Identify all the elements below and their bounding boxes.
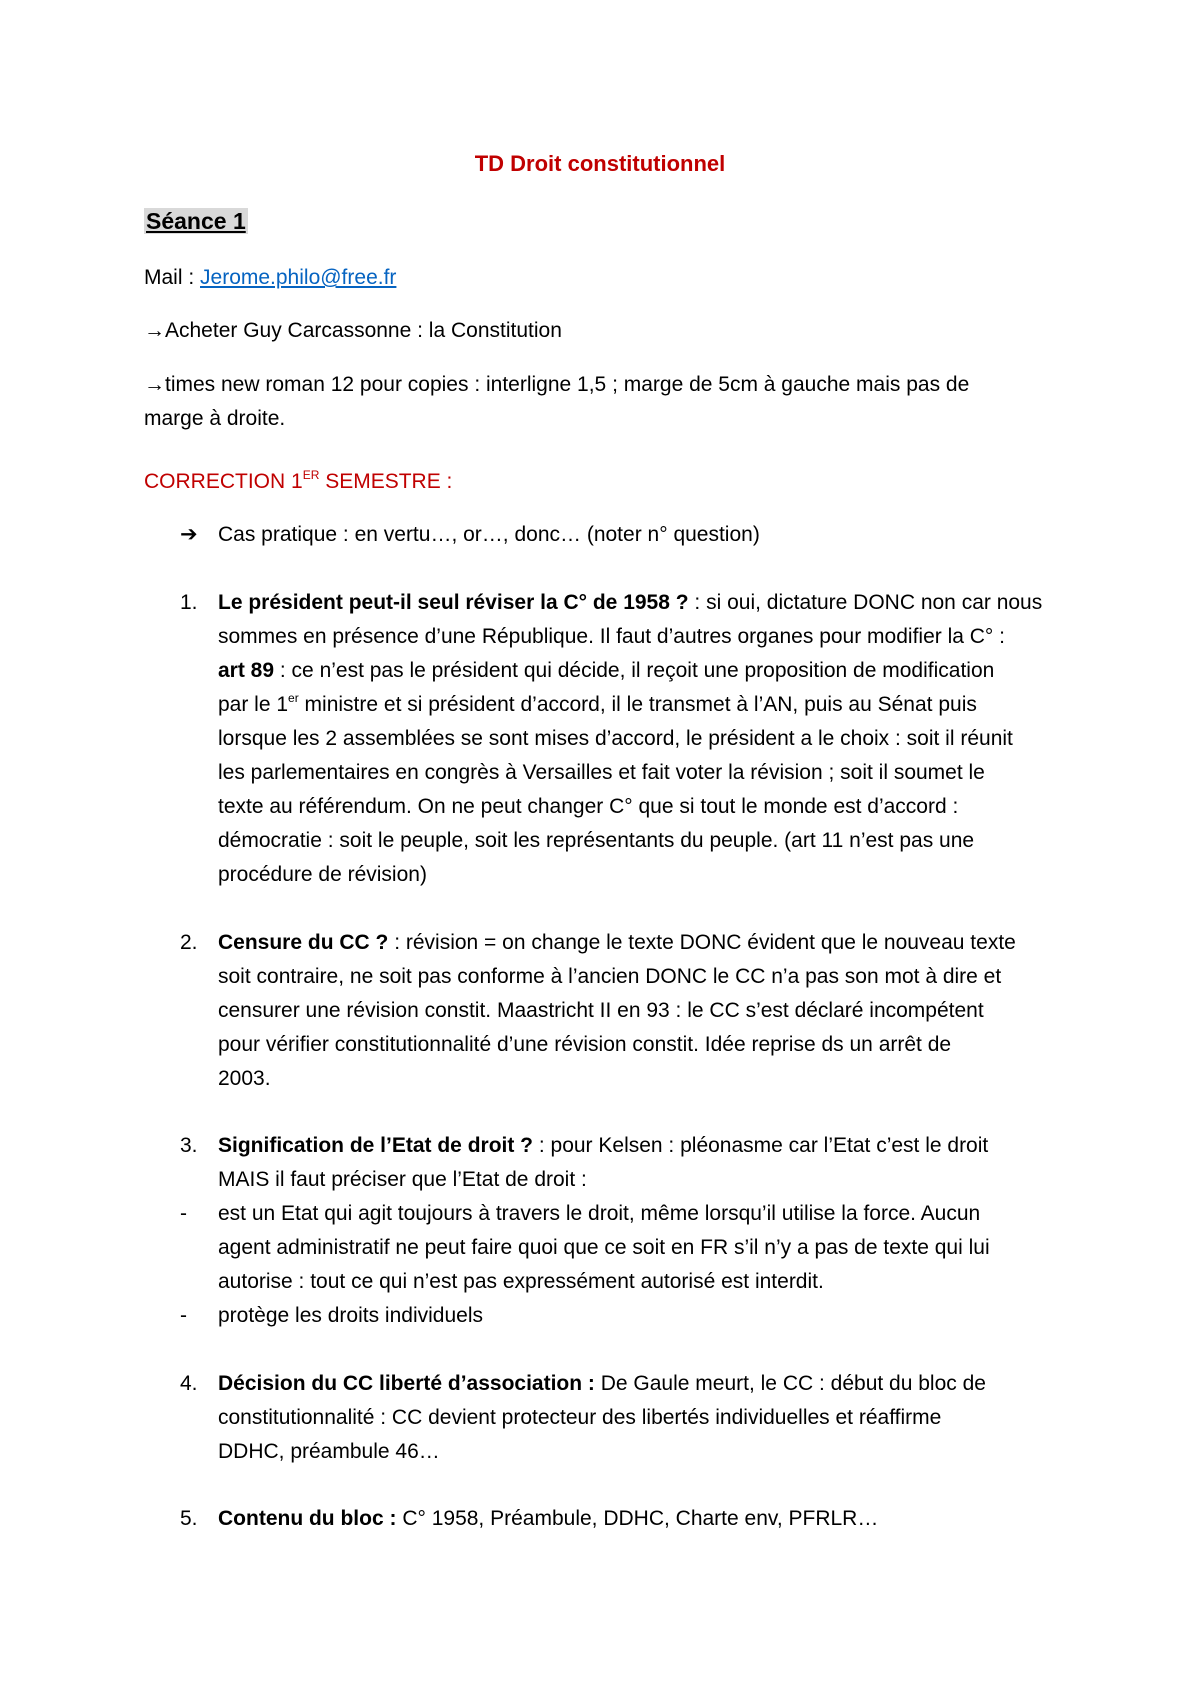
mail-link[interactable]: Jerome.philo@free.fr — [200, 266, 397, 289]
question-title: Signification de l’Etat de droit ? — [218, 1134, 534, 1157]
question-body — [218, 926, 1016, 1096]
cas-pratique-text: Cas pratique : en vertu…, or…, donc… (noter n° question) — [218, 523, 760, 546]
times-line-2: marge à droite. — [144, 407, 286, 430]
question-body — [218, 586, 1042, 892]
text-line: les parlementaires en congrès à Versailles et fait voter la révision ; soit il soumet le — [218, 761, 985, 784]
text-line: : révision = on change le texte DONC évident que le nouveau texte — [388, 931, 1016, 954]
correction-sup: ER — [302, 468, 320, 482]
dash-bullet: - — [180, 1202, 187, 1225]
document-title: TD Droit constitutionnel — [474, 151, 726, 176]
correction-post: SEMESTRE : — [319, 470, 453, 493]
text-line: protège les droits individuels — [218, 1304, 483, 1327]
question-number: 4. — [180, 1372, 198, 1395]
text-line: par le 1 — [218, 693, 289, 716]
question-number: 3. — [180, 1134, 198, 1157]
text-line: texte au référendum. On ne peut changer C° que si tout le monde est d’accord : — [218, 795, 959, 818]
times-text-1: times new roman 12 pour copies : interligne 1,5 ; marge de 5cm à gauche mais pas de — [165, 373, 970, 396]
correction-heading — [144, 465, 452, 499]
text-line: : pour Kelsen : pléonasme car l’Etat c’est le droit — [533, 1134, 989, 1157]
question-title: Décision du CC liberté d’association : — [218, 1372, 595, 1395]
text-line: agent administratif ne peut faire quoi que ce soit en FR s’il n’y a pas de texte qui lui — [218, 1236, 990, 1259]
mail-label: Mail : — [144, 266, 201, 289]
text-line: sommes en présence d’une République. Il faut d’autres organes pour modifier la C° : — [218, 625, 1005, 648]
question-title: Censure du CC ? — [218, 931, 389, 954]
acheter-text: Acheter Guy Carcassonne : la Constitution — [165, 319, 562, 342]
question-number: 1. — [180, 591, 198, 614]
text-line: autorise : tout ce qui n’est pas expressément autorisé est interdit. — [218, 1270, 824, 1293]
text-line: est un Etat qui agit toujours à travers le droit, même lorsqu’il utilise la force. Aucun — [218, 1202, 981, 1225]
question-number: 5. — [180, 1507, 198, 1530]
superscript: er — [288, 691, 299, 705]
question-body — [218, 1129, 988, 1197]
arrow-icon: → — [144, 373, 165, 396]
text-line: : si oui, dictature DONC non car nous — [688, 591, 1043, 614]
text-line: DDHC, préambule 46… — [218, 1440, 440, 1463]
text-line: constitutionnalité : CC devient protecteur des libertés individuelles et réaffirme — [218, 1406, 942, 1429]
text-line: C° 1958, Préambule, DDHC, Charte env, PFRLR… — [396, 1507, 879, 1530]
question-number: 2. — [180, 931, 198, 954]
question-title: Contenu du bloc : — [218, 1507, 397, 1530]
section-heading-text: Séance 1 — [146, 208, 246, 234]
text-line: censurer une révision constit. Maastricht II en 93 : le CC s’est déclaré incompétent — [218, 999, 984, 1022]
list-item-body — [218, 1197, 990, 1299]
section-heading — [144, 204, 248, 238]
arrow-bullet-icon: ➔ — [180, 523, 198, 546]
text-line: ministre et si président d’accord, il le transmet à l’AN, puis au Sénat puis — [298, 693, 977, 716]
text-line: démocratie : soit le peuple, soit les représentants du peuple. (art 11 n’est pas une — [218, 829, 975, 852]
text-line: soit contraire, ne soit pas conforme à l’ancien DONC le CC n’a pas son mot à dire et — [218, 965, 1002, 988]
list-item-body — [218, 1299, 483, 1333]
dash-bullet: - — [180, 1304, 187, 1327]
text-line: pour vérifier constitutionnalité d’une révision constit. Idée reprise ds un arrêt de — [218, 1033, 952, 1056]
mail-line — [144, 261, 396, 295]
article-ref: art 89 — [218, 659, 275, 682]
text-line: MAIS il faut préciser que l’Etat de droit : — [218, 1168, 587, 1191]
arrow-icon: → — [144, 319, 165, 342]
text-line: lorsque les 2 assemblées se sont mises d’accord, le président a le choix : soit il réunit — [218, 727, 1013, 750]
times-line — [144, 368, 969, 402]
text-line: : ce n’est pas le président qui décide, il reçoit une proposition de modification — [274, 659, 995, 682]
text-line: De Gaule meurt, le CC : début du bloc de — [594, 1372, 986, 1395]
correction-pre: CORRECTION 1 — [144, 470, 303, 493]
acheter-line — [144, 314, 562, 348]
question-title: Le président peut-il seul réviser la C° de 1958 ? — [218, 591, 689, 614]
text-line: 2003. — [218, 1067, 271, 1090]
question-body — [218, 1367, 986, 1469]
text-line: procédure de révision) — [218, 863, 427, 886]
question-body — [218, 1502, 878, 1536]
